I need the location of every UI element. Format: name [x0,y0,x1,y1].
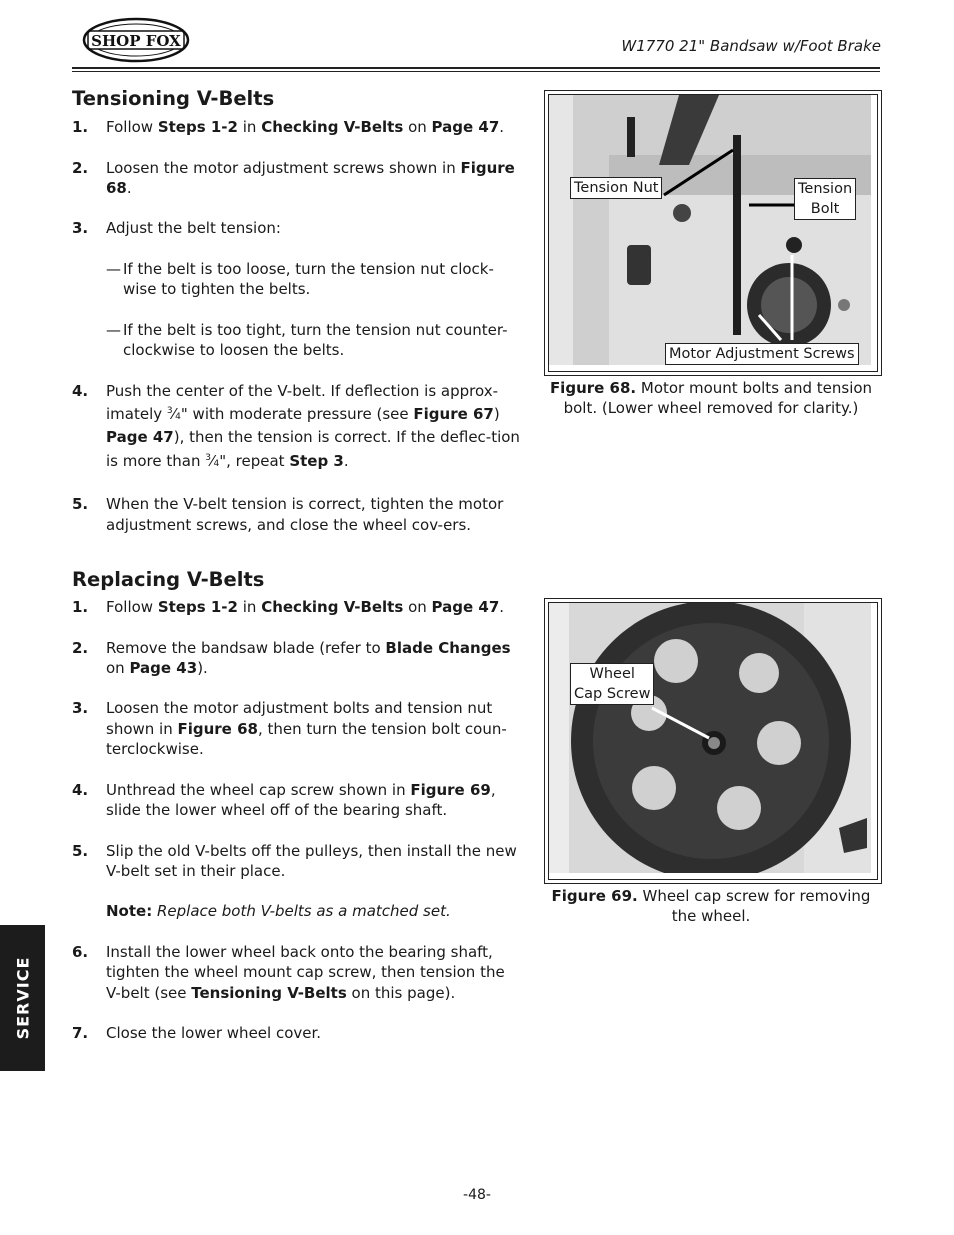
figure-68-caption: Figure 68. Motor mount bolts and tension bolt. (Lower wheel removed for clarity.) [549,379,873,418]
section-tab-service [0,925,45,1071]
step-item: 1. Follow Steps 1-2 in Checking V-Belts on Page 47. [72,118,505,136]
step-item: 1. Follow Steps 1-2 in Checking V-Belts on Page 47. [72,598,505,616]
lower-wheel-illustration [549,603,871,873]
step-item: 5. Slip the old V-belts off the pulleys, then install the new V-belt set in their place. Note: Replace both V-belts as a matched set. [72,841,524,922]
step-item: 7. Close the lower wheel cover. [72,1024,322,1043]
sub-item: — If the belt is too tight, turn the tension nut counter-clockwise to loosen the belts. [106,320,508,360]
section-tab-label: SERVICE [13,956,32,1040]
replacing-steps [72,597,524,1064]
callout-tension-nut: Tension Nut [570,177,662,199]
callout-tension-bolt: Tension Bolt [794,178,856,220]
shop-fox-logo [82,16,190,64]
sub-item: — If the belt is too loose, turn the tension nut clock-wise to tighten the belts. [106,260,494,299]
step-item: 6. Install the lower wheel back onto the bearing shaft, tighten the wheel mount cap screw, then tension the V-belt (see Tensioning V-Belts on this page). [72,943,505,1002]
step-item: 4. Unthread the wheel cap screw shown in Figure 69, slide the lower wheel off of the bearing shaft. [72,780,496,819]
header-rule [72,67,880,69]
callout-wheel-cap-screw: Wheel Cap Screw [570,663,654,705]
figure-68 [544,90,882,376]
step-item: 2. Loosen the motor adjustment screws shown in Figure 68. [72,158,515,197]
motor-mount-illustration [549,95,871,365]
figure-68-photo [548,94,878,372]
step-item: 3. Loosen the motor adjustment bolts and tension nut shown in Figure 68, then turn the tension bolt coun-terclockwise. [72,699,507,759]
figure-69 [544,598,882,884]
step-item: 5. When the V-belt tension is correct, tighten the motor adjustment screws, and close the wheel cov-ers. [72,495,504,534]
step-item: 2. Remove the bandsaw blade (refer to Blade Changes on Page 43). [72,638,511,677]
step-item: 3. Adjust the belt tension: — If the belt is too loose, turn the tension nut clock-wise to tighten the belts. — If the belt is too tight, turn the tension nut counter-clockwise to loosen the belts. [72,218,524,360]
document-title: W1770 21" Bandsaw w/Foot Brake [621,37,881,55]
callout-motor-adjustment-screws: Motor Adjustment Screws [665,343,859,365]
section-heading-tensioning: Tensioning V-Belts [72,87,275,110]
header-rule-thin [72,71,880,72]
tensioning-steps [72,117,524,555]
figure-69-caption: Figure 69. Wheel cap screw for removing the wheel. [551,887,871,926]
section-heading-replacing: Replacing V-Belts [72,568,265,591]
page-number: -48- [463,1187,491,1203]
svg-text:SHOP FOX: SHOP FOX [91,32,181,50]
note: Note: Replace both V-belts as a matched set. [106,902,451,921]
figure-69-photo [548,602,878,880]
step-item: 4. Push the center of the V-belt. If deflection is approx-imately $^3$⁄4" with moderate pressure (see Figure 67) Page 47), then the tension is correct. If the deflec-tion is more than $^3$⁄4", repeat Step 3. [72,381,520,470]
